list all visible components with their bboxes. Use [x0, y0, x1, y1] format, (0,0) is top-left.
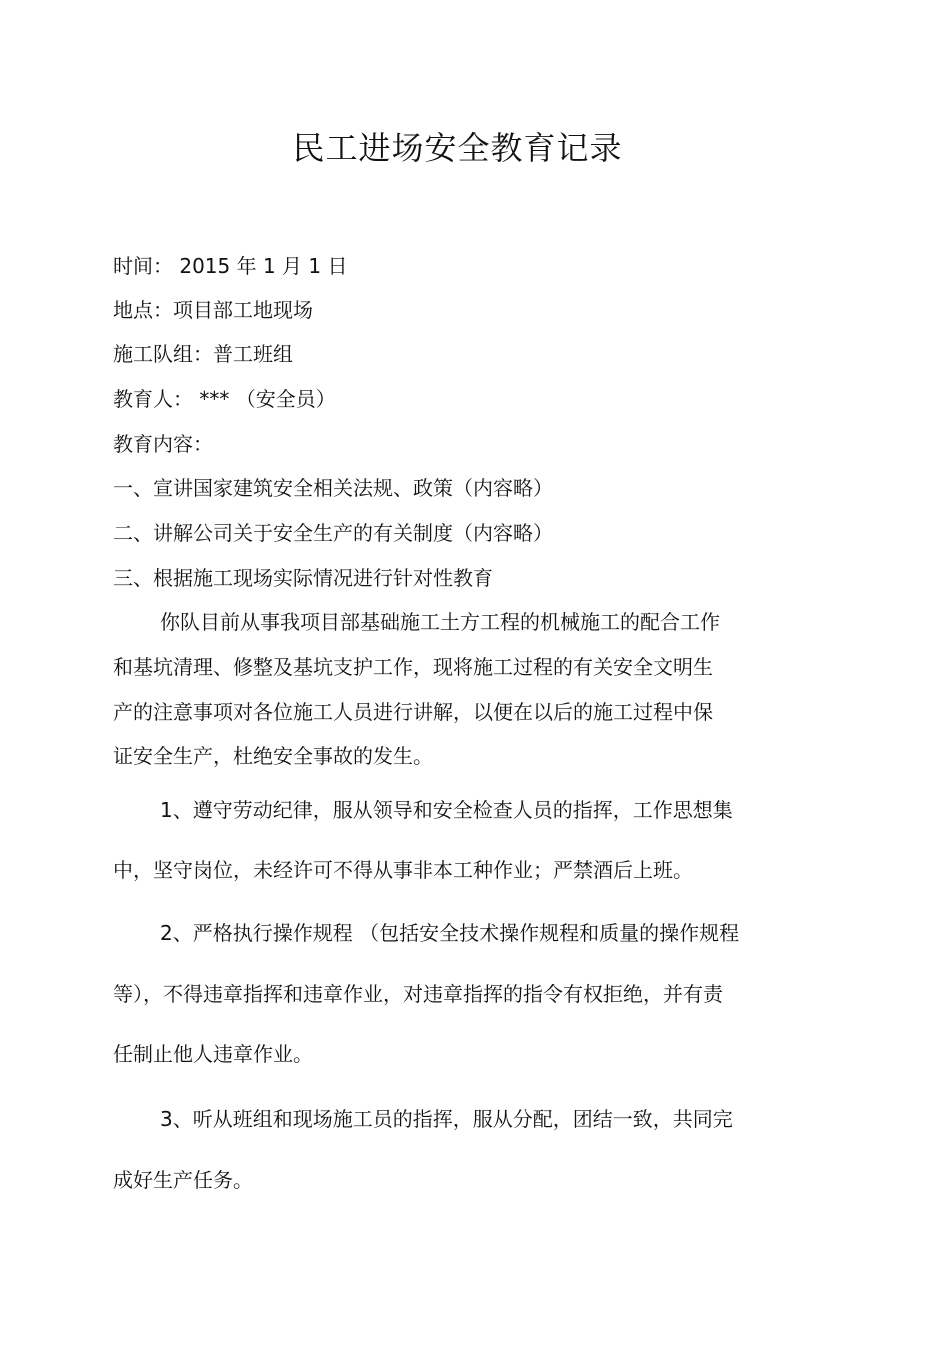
- rule-line: 3、听从班组和现场施工员的指挥，服从分配，团结一致，共同完: [160, 1107, 733, 1131]
- rule-line: 任制止他人违章作业。: [113, 1042, 313, 1066]
- meta-time: 时间： 2015 年 1 月 1 日: [113, 254, 348, 278]
- meta-team: 施工队组：普工班组: [113, 342, 293, 366]
- rule-line: 等），不得违章指挥和违章作业，对违章指挥的指令有权拒绝，并有责: [113, 982, 723, 1006]
- meta-place: 地点：项目部工地现场: [113, 298, 313, 322]
- rule-line: 1、遵守劳动纪律，服从领导和安全检查人员的指挥，工作思想集: [160, 798, 733, 822]
- rule-line: 2、严格执行操作规程 （包括安全技术操作规程和质量的操作规程: [160, 921, 740, 945]
- section-item: 三、根据施工现场实际情况进行针对性教育: [113, 566, 493, 590]
- meta-educator: 教育人： *** （安全员）: [113, 387, 336, 411]
- intro-line: 产的注意事项对各位施工人员进行讲解，以便在以后的施工过程中保: [113, 700, 713, 724]
- document-title: 民工进场安全教育记录: [292, 129, 623, 167]
- section-item: 一、宣讲国家建筑安全相关法规、政策（内容略）: [113, 476, 553, 500]
- rule-line: 中，坚守岗位，未经许可不得从事非本工种作业；严禁酒后上班。: [113, 858, 693, 882]
- rule-line: 成好生产任务。: [113, 1168, 253, 1192]
- intro-line: 你队目前从事我项目部基础施工土方工程的机械施工的配合工作: [160, 610, 720, 634]
- section-item: 二、讲解公司关于安全生产的有关制度（内容略）: [113, 521, 553, 545]
- meta-content-label: 教育内容：: [113, 432, 213, 456]
- intro-line: 和基坑清理、修整及基坑支护工作，现将施工过程的有关安全文明生: [113, 655, 713, 679]
- intro-line: 证安全生产，杜绝安全事故的发生。: [113, 744, 433, 768]
